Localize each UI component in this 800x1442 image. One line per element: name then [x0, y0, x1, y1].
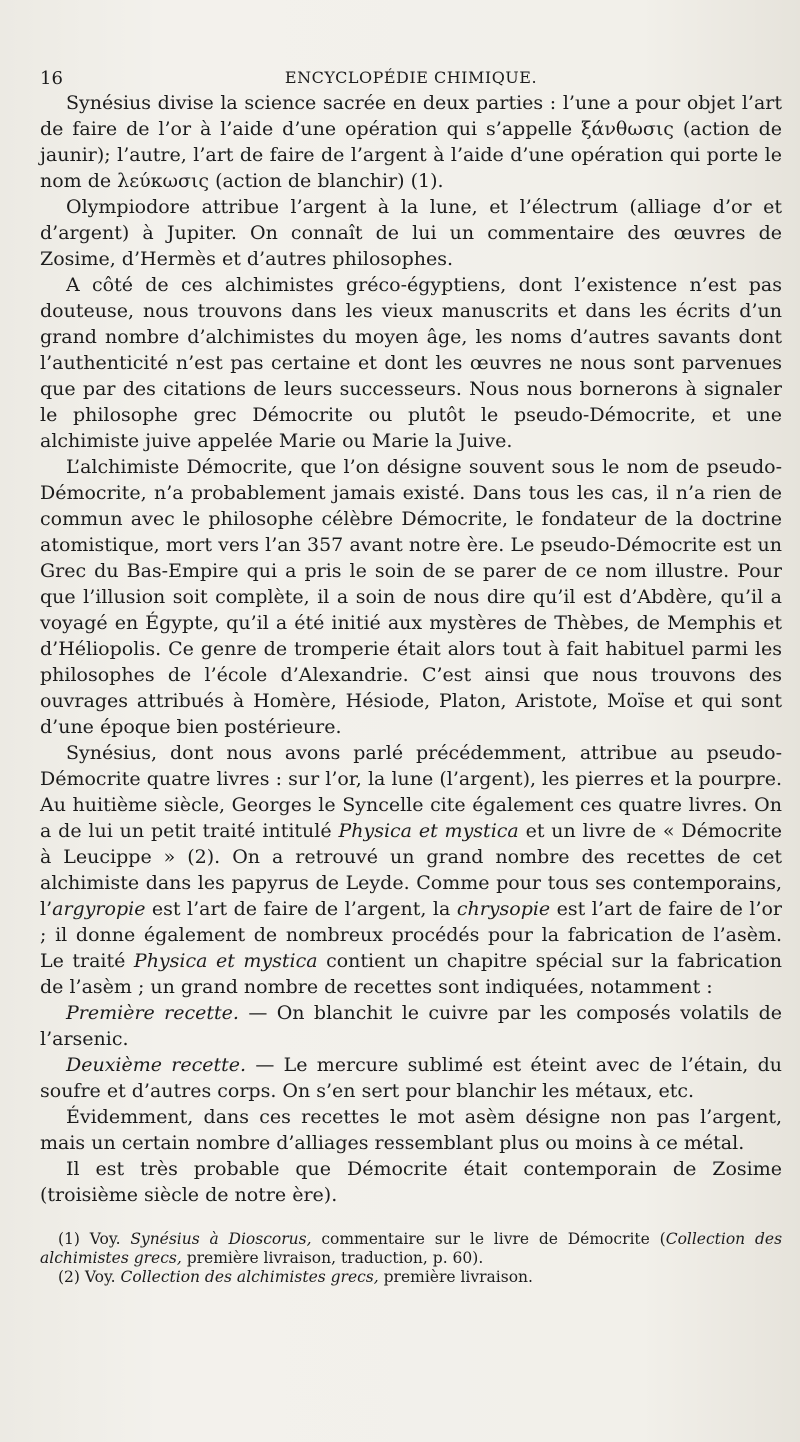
italic-term: chrysopie: [456, 898, 551, 920]
paragraph: [40, 1052, 782, 1104]
body-text: [40, 90, 782, 1208]
footnote: [40, 1268, 782, 1287]
italic-title: Physica et mystica: [133, 950, 318, 972]
text-run: (1) Voy.: [58, 1230, 131, 1248]
paragraph: L’alchimiste Démocrite, que l’on désigne souvent sous le nom de pseudo-Démocrite, n’a probablement jamais existé. Dans tous les cas, il n’a rien de commun avec le philosophe célèbre Démocrite, le fondateur de la doctrine atomistique, mort vers l’an 357 avant notre ère. Le pseudo-Démocrite est un Grec du Bas-Empire qui a pris le soin de se parer de ce nom illustre. Pour que l’illusion soit complète, il a soin de nous dire qu’il est d’Abdère, qu’il a voyagé en Égypte, qu’il a été initié aux mystères de Thèbes, de Memphis et d’Héliopolis. Ce genre de tromperie était alors tout à fait habituel parmi les philosophes de l’école d’Alexandrie. C’est ainsi que nous trouvons des ouvrages attribués à Homère, Hésiode, Platon, Aristote, Moïse et qui sont d’une époque bien postérieure.: [40, 456, 782, 738]
text-run: première livraison, traduction, p. 60).: [181, 1249, 484, 1267]
text-run: première livraison.: [378, 1268, 533, 1286]
paragraph: Synésius divise la science sacrée en deux parties : l’une a pour objet l’art de faire de l’or à l’aide d’une opération qui s’appelle ξάνθωσις (action de jaunir); l’autre, l’art de faire de l’argent à l’aide d’une opération qui porte le nom de λεύκωσις (action de blanchir) (1).: [40, 92, 782, 192]
text-run: est l’art de faire de l’argent, la: [145, 898, 457, 920]
paragraph: Il est très probable que Démocrite était contemporain de Zosime (troisième siècle de notre ère).: [40, 1158, 782, 1206]
recipe-heading: Première recette.: [66, 1002, 239, 1024]
text-run: et un livre de « Démocrite à Leucippe » (2). On a retrouvé un grand nombre des recettes de cet alchimiste dans les papyrus de Leyde. Comme pour tous ses contemporains, l’: [40, 820, 782, 920]
recipe-heading: Deuxième recette.: [66, 1054, 247, 1076]
text-run: — On blanchit le cuivre par les composés volatils de l’arsenic.: [40, 1002, 782, 1050]
running-title: ENCYCLOPÉDIE CHIMIQUE.: [284, 68, 538, 87]
italic-term: argyropie: [52, 898, 146, 920]
text-run: contient un chapitre spécial sur la fabrication de l’asèm ; un grand nombre de recettes sont indiquées, notamment :: [40, 950, 782, 998]
text-run: commentaire sur le livre de Démocrite (: [311, 1230, 666, 1248]
italic-title: Synésius à Dioscorus,: [130, 1230, 312, 1248]
paragraph: Évidemment, dans ces recettes le mot asèm désigne non pas l’argent, mais un certain nombre d’alliages ressemblant plus ou moins à ce métal.: [40, 1106, 782, 1154]
paragraph: [40, 1000, 782, 1052]
page-number: 16: [40, 68, 63, 89]
paragraph: [40, 740, 782, 1000]
text-run: (2) Voy.: [58, 1268, 121, 1286]
footnote: [40, 1230, 782, 1268]
footnotes: [40, 1230, 782, 1287]
text-run: — Le mercure sublimé est éteint avec de l’étain, du soufre et d’autres corps. On s’en sert pour blanchir les métaux, etc.: [40, 1054, 782, 1102]
page-header: [40, 56, 782, 90]
paragraph: A côté de ces alchimistes gréco-égyptiens, dont l’existence n’est pas douteuse, nous trouvons dans les vieux manuscrits et dans les écrits d’un grand nombre d’alchimistes du moyen âge, les noms d’autres savants dont l’authenticité n’est pas certaine et dont les œuvres ne nous sont parvenues que par des citations de leurs successeurs. Nous nous bornerons à signaler le philosophe grec Démocrite ou plutôt le pseudo-Démocrite, et une alchimiste juive appelée Marie ou Marie la Juive.: [40, 274, 782, 452]
italic-title: Collection des alchimistes grecs,: [40, 1230, 783, 1267]
text-run: Synésius, dont nous avons parlé précédemment, attribue au pseudo-Démocrite quatre livres : sur l’or, la lune (l’argent), les pierres et la pourpre. Au huitième siècle, Georges le Syncelle cite également ces quatre livres. On a de lui un petit traité intitulé: [40, 742, 782, 842]
text-run: est l’art de faire de l’or ; il donne également de nombreux procédés pour la fabrication de l’asèm. Le traité: [40, 898, 783, 972]
italic-title: Collection des alchimistes grecs,: [120, 1268, 379, 1286]
italic-title: Physica et mystica: [338, 820, 519, 842]
paragraph: Olympiodore attribue l’argent à la lune, et l’électrum (alliage d’or et d’argent) à Jupiter. On connaît de lui un commentaire des œuvres de Zosime, d’Hermès et d’autres philosophes.: [40, 196, 782, 270]
